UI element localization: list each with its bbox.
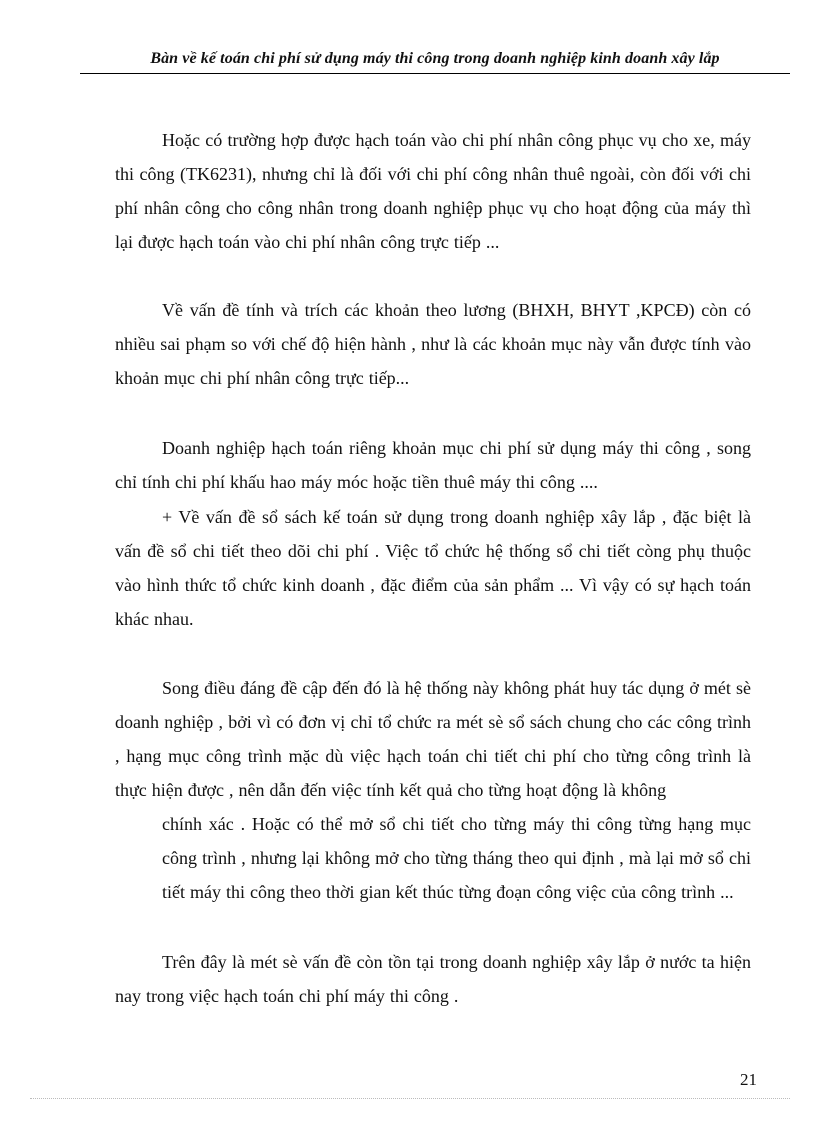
paragraph-1: Hoặc có trường hợp được hạch toán vào chi phí nhân công phục vụ cho xe, máy thi công (TK6231), nhưng chỉ là đối với chi phí công nhân thuê ngoài, còn đối với chi phí nhân công cho công nhân trong doanh nghiệp phục vụ cho hoạt động của máy thì lại được hạch toán vào chi phí nhân công trực tiếp ... bbox=[115, 130, 751, 252]
paragraph-6: chính xác . Hoặc có thể mở sổ chi tiết cho từng máy thi công từng hạng mục công trình , nhưng lại không mở cho từng tháng theo qui định , mà lại mở sổ chi tiết máy thi công theo thời gian kết thúc từng đoạn công việc của công trình ... bbox=[162, 814, 751, 902]
page-number: 21 bbox=[740, 1070, 757, 1089]
paragraph-3: Doanh nghiệp hạch toán riêng khoản mục chi phí sử dụng máy thi công , song chỉ tính chi phí khấu hao máy móc hoặc tiền thuê máy thi công .... bbox=[115, 438, 751, 492]
paragraph-2: Về vấn đề tính và trích các khoản theo lương (BHXH, BHYT ,KPCĐ) còn có nhiều sai phạm so với chế độ hiện hành , như là các khoản mục này vẫn được tính vào khoản mục chi phí nhân công trực tiếp... bbox=[115, 300, 751, 388]
paragraph-7: Trên đây là mét sè vấn đề còn tồn tại trong doanh nghiệp xây lắp ở nước ta hiện nay trong việc hạch toán chi phí máy thi công . bbox=[115, 952, 751, 1006]
header-rule bbox=[80, 73, 790, 74]
paragraph-5: Song điều đáng đề cập đến đó là hệ thống này không phát huy tác dụng ở mét sè doanh nghiệp , bởi vì có đơn vị chỉ tổ chức ra mét sè sổ sách chung cho các công trình , hạng mục công trình mặc dù việc hạch toán chi tiết chi phí cho từng công trình là thực hiện được , nên dẫn đến việc tính kết quả cho từng hoạt động là không bbox=[115, 678, 751, 800]
running-header: Bàn về kế toán chi phí sử dụng máy thi công trong doanh nghiệp kinh doanh xây lắp bbox=[150, 50, 720, 67]
paragraph-4: + Về vấn đề sổ sách kế toán sử dụng trong doanh nghiệp xây lắp , đặc biệt là vấn đề sổ chi tiết theo dõi chi phí . Việc tổ chức hệ thống sổ chi tiết còng phụ thuộc vào hình thức tổ chức kinh doanh , đặc điểm của sản phẩm ... Vì vậy có sự hạch toán khác nhau. bbox=[115, 507, 751, 629]
footer-rule bbox=[30, 1098, 790, 1099]
